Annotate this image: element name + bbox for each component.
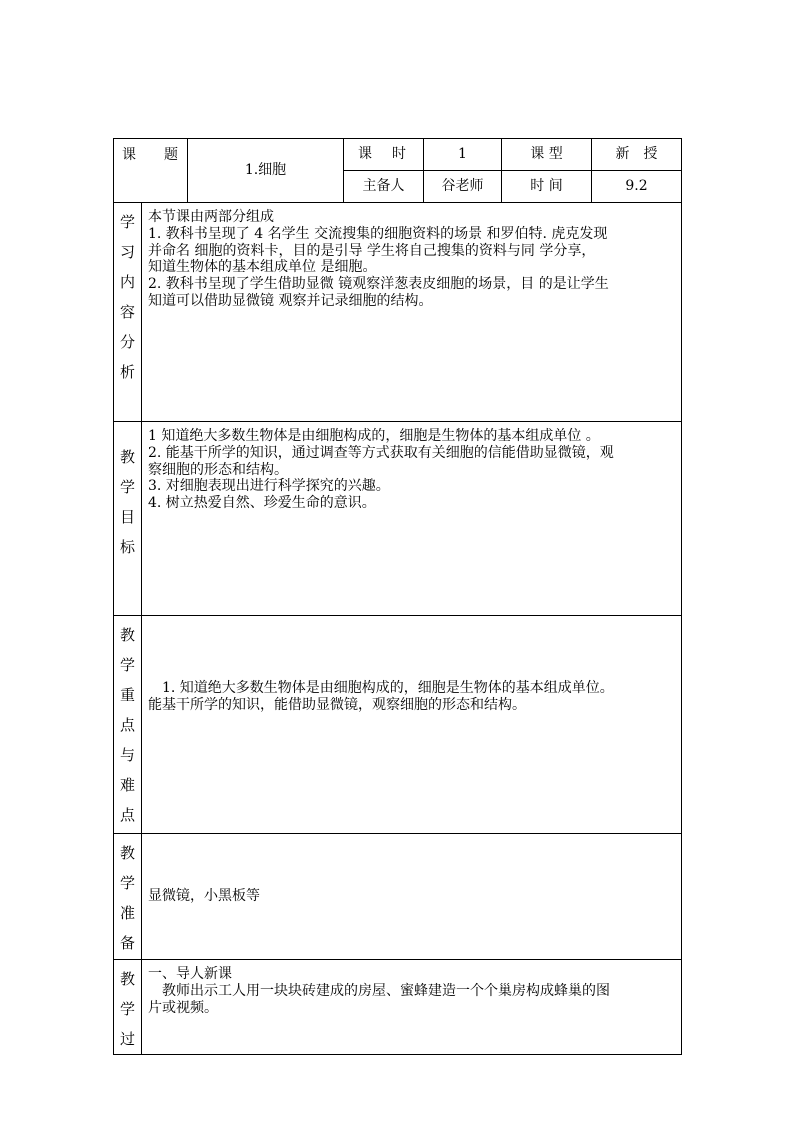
- key-points-content: [142, 616, 682, 834]
- analysis-label-char: 分: [119, 333, 135, 351]
- key-points-row: [114, 616, 682, 834]
- goals-row: [114, 422, 682, 616]
- key-points-label-char: 难: [119, 776, 135, 794]
- topic-value: 1.细胞: [188, 139, 344, 203]
- analysis-line: 2. 教科书呈现了学生借助显微 镜观察洋葱表皮细胞的场景，目 的是让学生: [148, 276, 609, 293]
- key-points-label-char: 点: [119, 716, 135, 734]
- period-label: 课 时: [344, 139, 424, 171]
- period-value: 1: [424, 139, 502, 171]
- analysis-row: [114, 203, 682, 422]
- analysis-label-char: 学: [119, 213, 135, 231]
- goals-content: [142, 422, 682, 616]
- analysis-line: 知道可以借助显微镜 观察并记录细胞的结构。: [148, 292, 433, 309]
- goals-line: 察细胞的形态和结构。: [148, 461, 288, 478]
- process-label-char: 过: [119, 1030, 135, 1048]
- preparation-label-char: 准: [119, 904, 135, 922]
- key-points-label-char: 学: [119, 656, 135, 674]
- goals-label-char: 学: [119, 478, 135, 496]
- analysis-line: 并命名 细胞的资料卡，目的是引导 学生将自己搜集的资料与同 学分享，: [148, 242, 596, 259]
- goals-label: [114, 422, 142, 616]
- process-line: 一、导人新课: [148, 966, 232, 982]
- process-label-char: 教: [119, 970, 135, 988]
- lesson-plan-table: [113, 138, 682, 1055]
- analysis-label-char: 析: [119, 363, 135, 381]
- key-points-line: 1. 知道绝大多数生物体是由细胞构成的，细胞是生物体的基本组成单位。: [148, 680, 614, 696]
- key-points-label: [114, 616, 142, 834]
- key-points-label-char: 与: [119, 746, 135, 764]
- analysis-label-char: 习: [119, 243, 135, 261]
- preparation-label-char: 教: [119, 844, 135, 862]
- analysis-label: [114, 203, 142, 422]
- analysis-line: 本节课由两部分组成: [148, 209, 274, 225]
- process-content: [142, 960, 682, 1055]
- process-line: 教师出示工人用一块块砖建成的房屋、蜜蜂建造一个个巢房构成蜂巢的图: [148, 982, 610, 999]
- goals-label-char: 标: [119, 538, 135, 556]
- preparation-row: [114, 834, 682, 960]
- analysis-content: [142, 203, 682, 422]
- goals-line: 1 知道绝大多数生物体是由细胞构成的，细胞是生物体的基本组成单位 。: [148, 428, 600, 444]
- topic-label: 课 题: [114, 139, 188, 203]
- analysis-label-char: 内: [119, 273, 135, 291]
- goals-label-char: 教: [119, 448, 135, 466]
- preparer-value: 谷老师: [424, 171, 502, 203]
- preparer-label: 主备人: [344, 171, 424, 203]
- goals-line: 2. 能基干所学的知识，通过调查等方式获取有关细胞的信能借助显微镜，观: [148, 444, 614, 461]
- header-row-1: [114, 139, 682, 171]
- goals-label-char: 目: [119, 508, 135, 526]
- time-value: 9.2: [592, 171, 682, 203]
- key-points-line: 能基干所学的知识，能借助显微镜，观察细胞的形态和结构。: [148, 696, 526, 713]
- preparation-line: 显微镜，小黑板等: [148, 888, 260, 905]
- process-row: [114, 960, 682, 1055]
- analysis-line: 1. 教科书呈现了 4 名学生 交流搜集的细胞资料的场景 和罗伯特. 虎克发现: [148, 225, 608, 242]
- preparation-content: [142, 834, 682, 960]
- key-points-label-char: 教: [119, 626, 135, 644]
- goals-line: 3. 对细胞表现出进行科学探究的兴趣。: [148, 478, 390, 495]
- type-label: 课 型: [502, 139, 592, 171]
- preparation-label-char: 备: [119, 934, 135, 952]
- goals-line: 4. 树立热爱自然、珍爱生命的意识。: [148, 495, 376, 512]
- type-value: 新 授: [592, 139, 682, 171]
- process-label: [114, 960, 142, 1055]
- preparation-label-char: 学: [119, 874, 135, 892]
- process-label-char: 学: [119, 1000, 135, 1018]
- process-line: 片或视频。: [148, 999, 218, 1016]
- key-points-label-char: 点: [119, 806, 135, 824]
- key-points-label-char: 重: [119, 686, 135, 704]
- time-label: 时 间: [502, 171, 592, 203]
- analysis-line: 知道生物体的基本组成单位 是细胞。: [148, 259, 377, 276]
- preparation-label: [114, 834, 142, 960]
- analysis-label-char: 容: [119, 303, 135, 321]
